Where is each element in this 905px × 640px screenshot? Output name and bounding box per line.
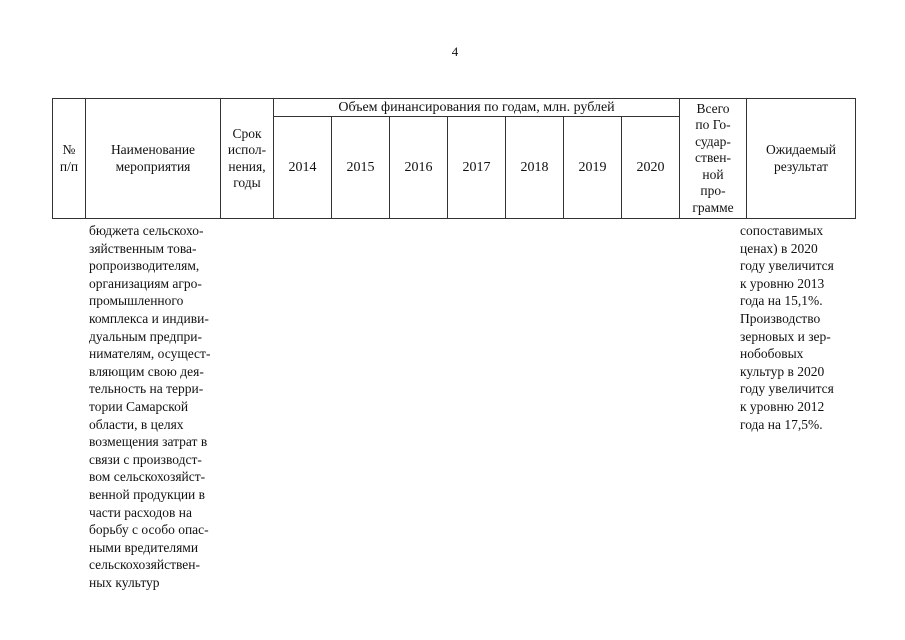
financing-table-header [52,98,856,219]
header-year: 2019 [564,117,622,219]
text-line: вом сельскохозяйст- [89,469,206,485]
text-line: ных культур [89,574,160,590]
text-line: промышленного [89,293,184,309]
text-line: части расходов на [89,504,193,520]
text-line: бюджета сельскохо- [89,223,204,238]
header-term-line: испол- [227,142,267,158]
text-line: связи с производст- [89,451,202,467]
text-line: возмещения затрат в [89,434,208,450]
header-no-line: № [62,142,76,158]
header-term [221,99,274,219]
header-result-line: Ожидаемый [766,142,836,158]
header-term-line: нения, [228,158,266,174]
text-line: комплекса и индиви- [89,310,209,326]
text-line: ными вредителями [89,539,199,555]
text-line: дуальным предпри- [89,328,203,344]
header-total-line: ной [702,166,724,182]
text-line: венной продукции в [89,486,206,502]
header-total-line: судар- [695,133,731,149]
header-year: 2014 [274,117,332,219]
header-year: 2020 [622,117,680,219]
expected-result-text [740,222,847,433]
header-name [86,99,221,219]
text-line: сопоставимых [740,223,824,238]
text-line: ценах) в 2020 [740,240,818,256]
text-line: года на 17,5%. [740,416,823,432]
text-line: году увеличится [740,258,834,274]
text-line: культур в 2020 [740,363,825,379]
header-no-line: п/п [59,158,79,174]
activity-name-text [89,222,224,591]
header-term-line: Срок [232,125,262,141]
text-line: зяйственным това- [89,240,197,256]
header-total [680,99,747,219]
text-line: нимателям, осущест- [89,346,211,362]
header-result [747,99,856,219]
text-line: вляющим свою дея- [89,363,204,379]
text-line: года на 15,1%. [740,293,823,309]
header-term-line: годы [233,175,261,190]
text-line: зерновых и зер- [740,328,831,344]
text-line: тельность на терри- [89,381,204,397]
header-total-line: грамме [692,199,734,215]
text-line: году увеличится [740,381,834,397]
text-line: ропроизводителям, [89,258,200,274]
header-name-line: мероприятия [115,158,191,174]
header-year: 2015 [332,117,390,219]
text-line: тории Самарской [89,398,189,414]
header-no [53,99,86,219]
text-line: к уровню 2012 [740,398,825,414]
text-line: организациям агро- [89,275,202,291]
header-financing-title: Объем финансирования по годам, млн. рублей [274,99,680,117]
text-line: к уровню 2013 [740,275,825,291]
header-total-line: по Го- [695,117,731,133]
page-number: 4 [451,44,459,59]
header-year: 2017 [448,117,506,219]
text-line: сельскохозяйствен- [89,557,200,573]
header-total-line: Всего [696,100,730,116]
header-name-line: Наименование [110,142,196,158]
header-result-line: результат [773,158,829,174]
text-line: нобобовых [740,346,804,362]
text-line: области, в целях [89,416,184,432]
header-year: 2016 [390,117,448,219]
header-total-line: про- [700,183,726,199]
text-line: борьбу с особо опас- [89,522,209,538]
header-year: 2018 [506,117,564,219]
text-line: Производство [740,310,821,326]
header-total-line: ствен- [695,150,731,166]
